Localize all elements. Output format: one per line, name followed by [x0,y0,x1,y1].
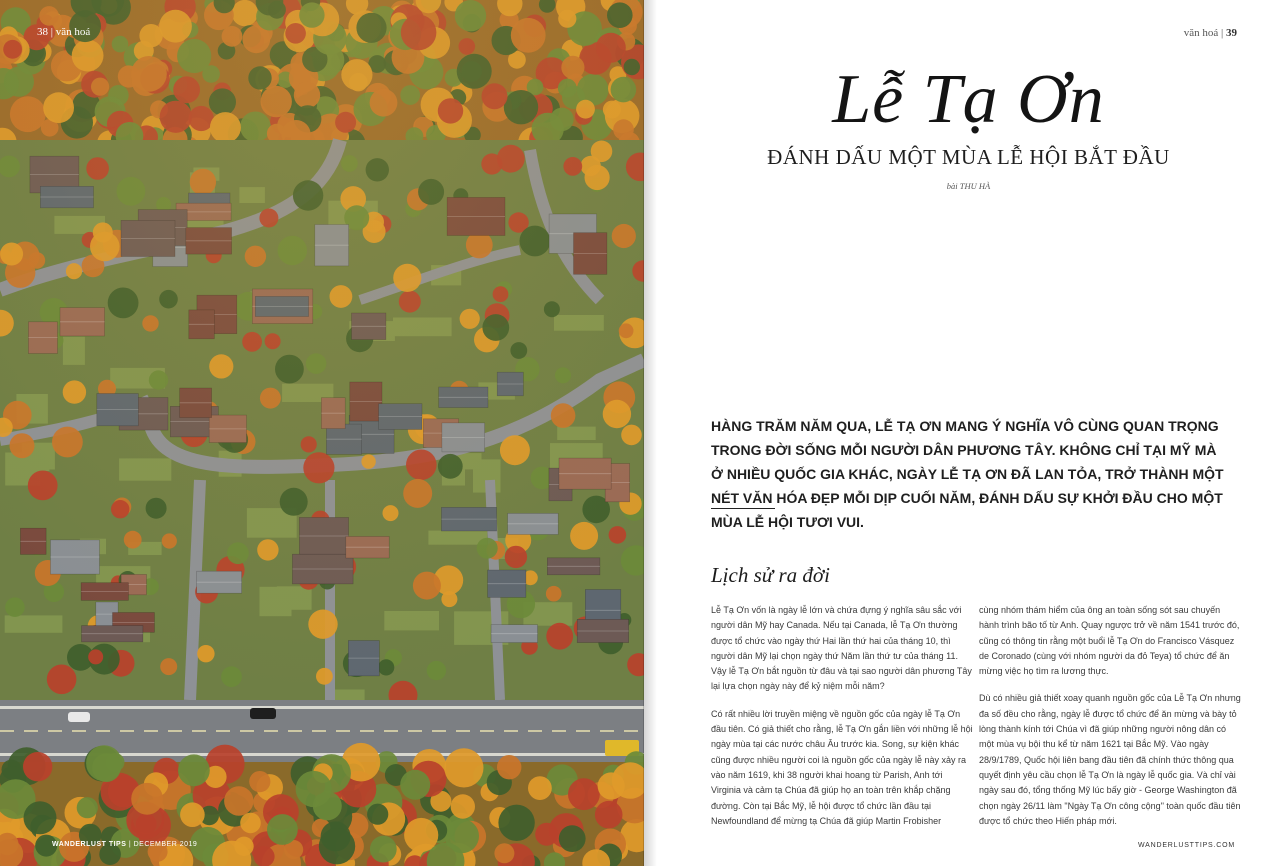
left-page-folio: 38 | văn hoá [37,26,91,38]
body-paragraph: Có rất nhiều lời truyền miệng về nguồn gốc của ngày lễ Tạ Ơn đầu tiên. Có giả thiết cho rằng, lễ Tạ Ơn gắn liền với những lễ hội ngày mùa tại các nước châu Âu trước kia. Song, sự kiện khác cũng được nhiều người coi là nguồn gốc của ngày lễ này xảy ra vào năm 1619, khi 38 người khai hoang từ Parish, Anh tới Virginia và cảm tạ Chúa đã giúp họ an toàn trên khắp chặng đường. Còn tại Bắc Mỹ, lễ hội được tổ chức lần đầu tại Newfoundland để mừng tạ Chúa đã giúp Martin Frobisher [711,708,973,826]
footer-date: DECEMBER 2019 [133,841,198,848]
body-paragraph: cùng nhóm thám hiểm của ông an toàn sống sót sau chuyến hành trình bão tố từ Anh. Quay ngược trở về năm 1541 trước đó, cũng có thông tin rằng một buổi lễ Tạ Ơn do Francisco Vásquez de Coronado (cùng với nhóm người da đỏ Teya) tổ chức để ăn mừng việc họ tìm ra lương thực. [979,605,1240,677]
body-paragraph: Dù có nhiều giả thiết xoay quanh nguồn gốc của Lễ Tạ Ơn nhưng đa số đều cho rằng, ngày lễ được tổ chức để ăn mừng và bày tỏ lòng thành kính tới Chúa vì đã giúp những người nông dân có một mùa vụ bội thu kể từ năm 1621 tại Bắc Mỹ. Vào ngày 28/9/1789, Quốc hội liên bang đầu tiên đã chính thức thông qua quyết định yêu cầu chọn lễ Tạ Ơn là ngày lễ quốc gia. Và chỉ vài ngày sau đó, tổng thống Mỹ lúc bấy giờ - George Washington đã chọn ngày 26/11 làm "Ngày Tạ Ơn công cộng" toàn quốc đầu tiên được tổ chức theo Hiến pháp mới. [979,693,1241,826]
section-heading: Lịch sử ra đời [711,563,830,587]
right-page-folio: văn hoá | 39 [1183,27,1237,39]
body-column-1 [711,603,973,841]
footer-url: WANDERLUSTTIPS.COM [1138,842,1235,849]
left-page-number: 38 [37,26,48,38]
article-title: Lễ Tạ Ơn [832,61,1105,138]
article-lead: HÀNG TRĂM NĂM QUA, LỄ TẠ ƠN MANG Ý NGHĨA VÔ CÙNG QUAN TRỌNG TRONG ĐỜI SỐNG MỖI NGƯỜI DÂN PHƯƠNG TÂY. KHÔNG CHỈ TẠI MỸ MÀ Ở NHIỀU QUỐC GIA KHÁC, NGÀY LỄ TẠ ƠN ĐÃ LAN TỎA, TRỞ THÀNH MỘT NÉT VĂN HÓA ĐẸP MỖI DỊP CUỐI NĂM, ĐÁNH DẤU SỰ KHỞI ĐẦU CHO MỘT MÙA LỄ HỘI TƯƠI VUI. [711,418,1224,530]
footer-brand: WANDERLUST TIPS [52,841,127,848]
left-page-footer: WANDERLUST TIPS | DECEMBER 2019 [52,841,198,848]
article-subtitle: ĐÁNH DẤU MỘT MÙA LỄ HỘI BẮT ĐẦU [767,145,1170,169]
lead-divider [711,508,775,509]
body-column-2 [979,603,1241,841]
left-page-section: văn hoá [55,26,91,38]
body-paragraph: Lễ Tạ Ơn vốn là ngày lễ lớn và chứa đựng ý nghĩa sâu sắc với người dân Mỹ hay Canada. Nếu tại Canada, lễ Tạ Ơn thường được tổ chức vào ngày thứ Hai lần thứ hai của tháng 10, thì người dân Mỹ lại chọn ngày thứ Năm lần thứ tư của tháng 11. Vậy lễ Tạ Ơn bắt nguồn từ đâu và tại sao người dân phương Tây lại lựa chọn ngày này để kỷ niệm mỗi năm? [711,605,972,692]
right-page-section: văn hoá [1183,27,1219,39]
article-byline: bài THU HÀ [946,181,991,191]
right-page-number: 39 [1226,27,1237,39]
